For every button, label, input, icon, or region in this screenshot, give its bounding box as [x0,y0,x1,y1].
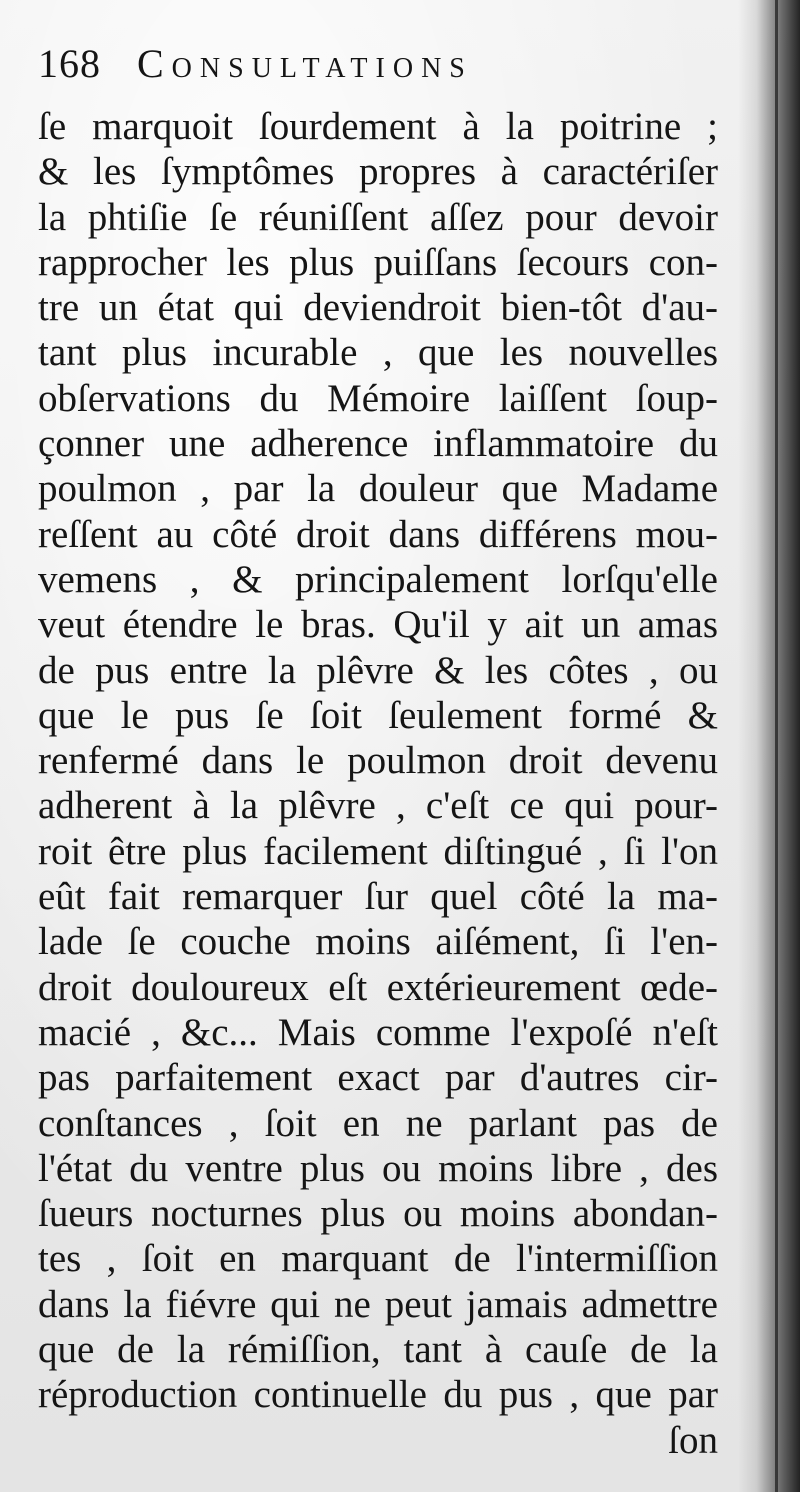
text-line: que le pus ſe ſoit ſeulement formé & [38,693,718,737]
text-line: çonner une adherence inflammatoire du [38,422,718,466]
page-number: 168 [38,41,101,86]
text-line: que de la rémiſſion, tant à cauſe de la [38,1328,718,1372]
text-line: dans la fiévre qui ne peut jamais admettre [38,1282,718,1326]
text-line: adherent à la plêvre , c'eſt ce qui pour- [38,784,718,828]
text-line: poulmon , par la douleur que Madame [38,467,718,511]
text-line: ſe marquoit ſourdement à la poitrine ; [38,105,718,148]
text-line: & les ſymptômes propres à caractériſer [38,150,718,194]
text-line: pas parfaitement exact par d'autres cir- [38,1056,718,1100]
text-line: conſtances , ſoit en ne parlant pas de [38,1101,718,1145]
text-line: l'état du ventre plus ou moins libre , des [38,1146,718,1190]
text-line: vemens , & principalement lorſqu'elle [38,557,718,601]
text-line: eût fait remarquer ſur quel côté la ma- [38,875,718,919]
catchword: ſon [668,1418,718,1462]
text-block [38,40,718,1463]
text-line: reſſent au côté droit dans différens mou- [38,512,718,556]
text-line: tre un état qui deviendroit bien-tôt d'au- [38,286,718,330]
text-line: obſervations du Mémoire laiſſent ſoup- [38,376,718,420]
text-line: de pus entre la plêvre & les côtes , ou [38,648,718,692]
page-gutter-shadow [738,0,800,1492]
text-line: lade ſe couche moins aiſément, ſi l'en- [38,920,718,964]
binding-edge [775,0,778,1492]
text-line: tes , ſoit en marquant de l'intermiſſion [38,1237,718,1281]
text-line: ſueurs nocturnes plus ou moins abondan- [38,1192,718,1236]
text-line: tant plus incurable , que les nouvelles [38,331,718,375]
running-header [38,40,718,104]
running-title: Consultations [137,41,473,86]
text-line: macié , &c... Mais comme l'expoſé n'eſt [38,1010,718,1054]
text-line: renfermé dans le poulmon droit devenu [38,739,718,783]
text-line: la phtiſie ſe réuniſſent aſſez pour devoir [38,195,718,239]
text-line: veut étendre le bras. Qu'il y ait un amas [38,603,718,647]
text-line: réproduction continuelle du pus , que par [38,1373,718,1417]
text-line: droit douloureux eſt extérieurement œde- [38,965,718,1009]
text-line: roit être plus facilement diſtingué , ſi l'on [38,829,718,873]
text-line: rapprocher les plus puiſſans ſecours con- [38,240,718,284]
